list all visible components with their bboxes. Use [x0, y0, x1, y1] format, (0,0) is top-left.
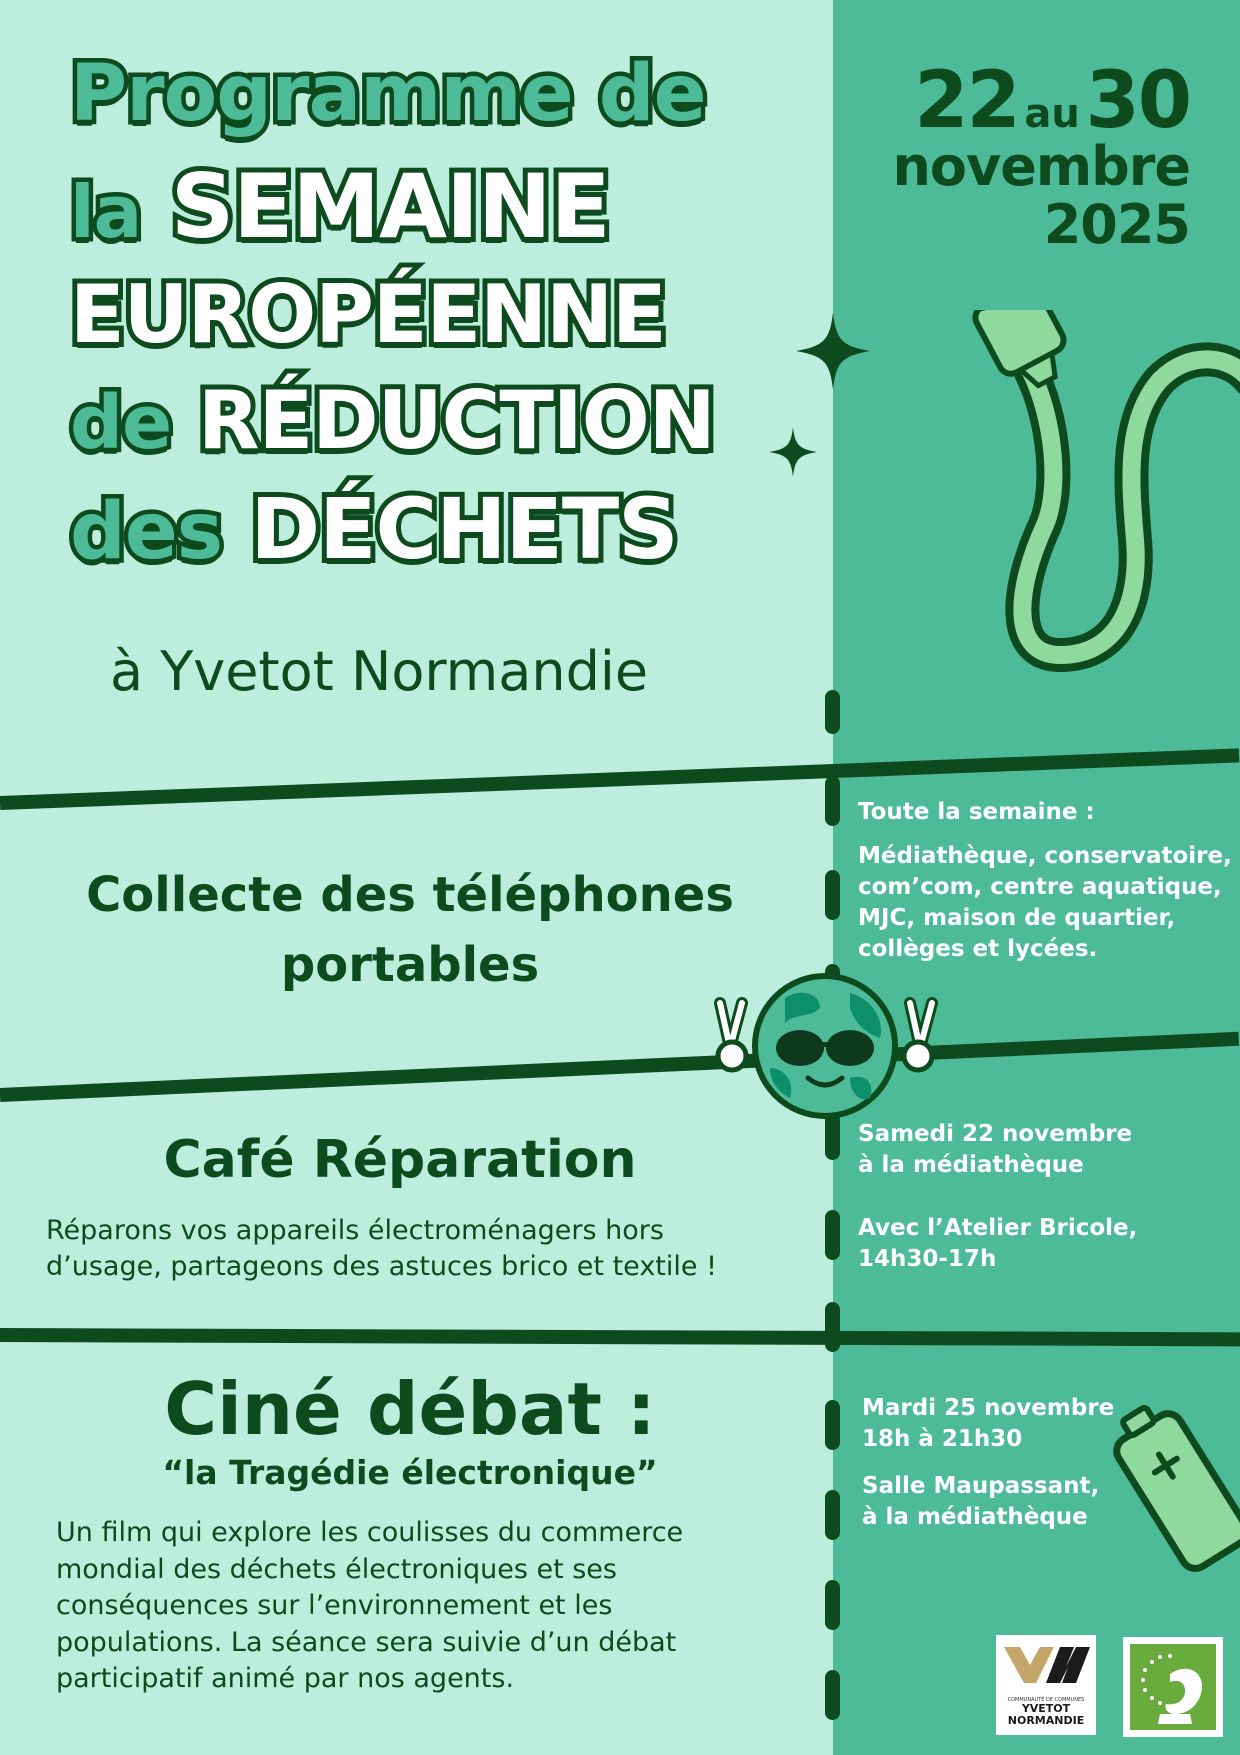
title-line-5 [70, 480, 710, 578]
info-line: MJC, maison de quartier, [858, 905, 1176, 931]
description-line: mondial des déchets électroniques et ses [56, 1553, 617, 1585]
info-line: Médiathèque, conservatoire, [858, 843, 1232, 869]
info-line: Samedi 22 novembre [858, 1121, 1133, 1147]
title-word-des: des [70, 487, 223, 577]
date-start: 22 [914, 56, 1019, 146]
section-title-collecte: Collecte des téléphones portables [86, 867, 734, 993]
title-word-semaine: SEMAINE [170, 155, 610, 258]
section-description-cafe [46, 1213, 806, 1285]
section-title-cafe: Café Réparation [163, 1130, 637, 1190]
info-heading: Toute la semaine : [858, 799, 1095, 825]
description-line: populations. La séance sera suivie d’un débat [56, 1626, 677, 1658]
earth-mascot-icon [700, 968, 950, 1123]
section-description-cine [56, 1515, 796, 1698]
logo-line: COMMUNAUTÉ DE COMMUNES [1007, 1697, 1085, 1703]
title-line-1: Programme de [70, 49, 706, 139]
info-line: 18h à 21h30 [862, 1426, 1023, 1452]
description-line: participatif animé par nos agents. [56, 1663, 515, 1694]
section-info-collecte [858, 797, 1238, 965]
description-line: Un film qui explore les coulisses du commerce [56, 1517, 684, 1548]
title-word-la: la [70, 170, 142, 254]
title-line-3: EUROPÉENNE [70, 268, 666, 361]
yvetot-logo-mark [996, 1635, 1096, 1695]
plug-icon [960, 310, 1240, 680]
main-title [70, 49, 715, 578]
divider-line [0, 1328, 1240, 1346]
title-line-2 [70, 155, 710, 258]
yvetot-logo [996, 1635, 1096, 1735]
sparkle-icon [796, 312, 870, 390]
info-line: 14h30-17h [858, 1246, 997, 1272]
info-line: collèges et lycées. [858, 936, 1098, 962]
description-line: Réparons vos appareils électroménagers hors [46, 1215, 664, 1246]
info-line: à la médiathèque [862, 1504, 1088, 1530]
section-info-cafe [858, 1119, 1238, 1275]
date-month: novembre [892, 135, 1190, 198]
eu-logo-icon [1130, 1644, 1216, 1730]
date-year: 2025 [1043, 193, 1190, 256]
section-info-cine [862, 1393, 1122, 1533]
description-line: conséquences sur l’environnement et les [56, 1590, 613, 1621]
title-word-reduction: RÉDUCTION [198, 374, 715, 467]
info-line: com’com, centre aquatique, [858, 874, 1222, 900]
info-line: Avec l’Atelier Bricole, [858, 1215, 1138, 1241]
section-title-cine: Ciné débat : [164, 1367, 656, 1451]
title-word-dechets: DÉCHETS [250, 480, 678, 578]
vertical-dashed-line [825, 690, 841, 1755]
info-line: à la médiathèque [858, 1152, 1084, 1178]
event-dates [892, 56, 1190, 256]
date-connector: au [1024, 91, 1080, 137]
description-line: d’usage, partageons des astuces brico et textile ! [46, 1251, 717, 1282]
battery-icon [1108, 1390, 1240, 1590]
info-line: Mardi 25 novembre [862, 1395, 1115, 1421]
title-word-de: de [70, 380, 172, 466]
logo-line: NORMANDIE [1007, 1714, 1085, 1727]
title-line-4 [70, 374, 715, 467]
info-line: Salle Maupassant, [862, 1473, 1100, 1499]
logo-line: YVETOT [1021, 1702, 1071, 1715]
section-subtitle-cine: “la Tragédie électronique” [162, 1453, 658, 1492]
eu-logo [1123, 1637, 1223, 1737]
sparkle-icon [769, 427, 817, 477]
title-subtitle: à Yvetot Normandie [110, 640, 649, 703]
date-end: 30 [1085, 56, 1190, 146]
